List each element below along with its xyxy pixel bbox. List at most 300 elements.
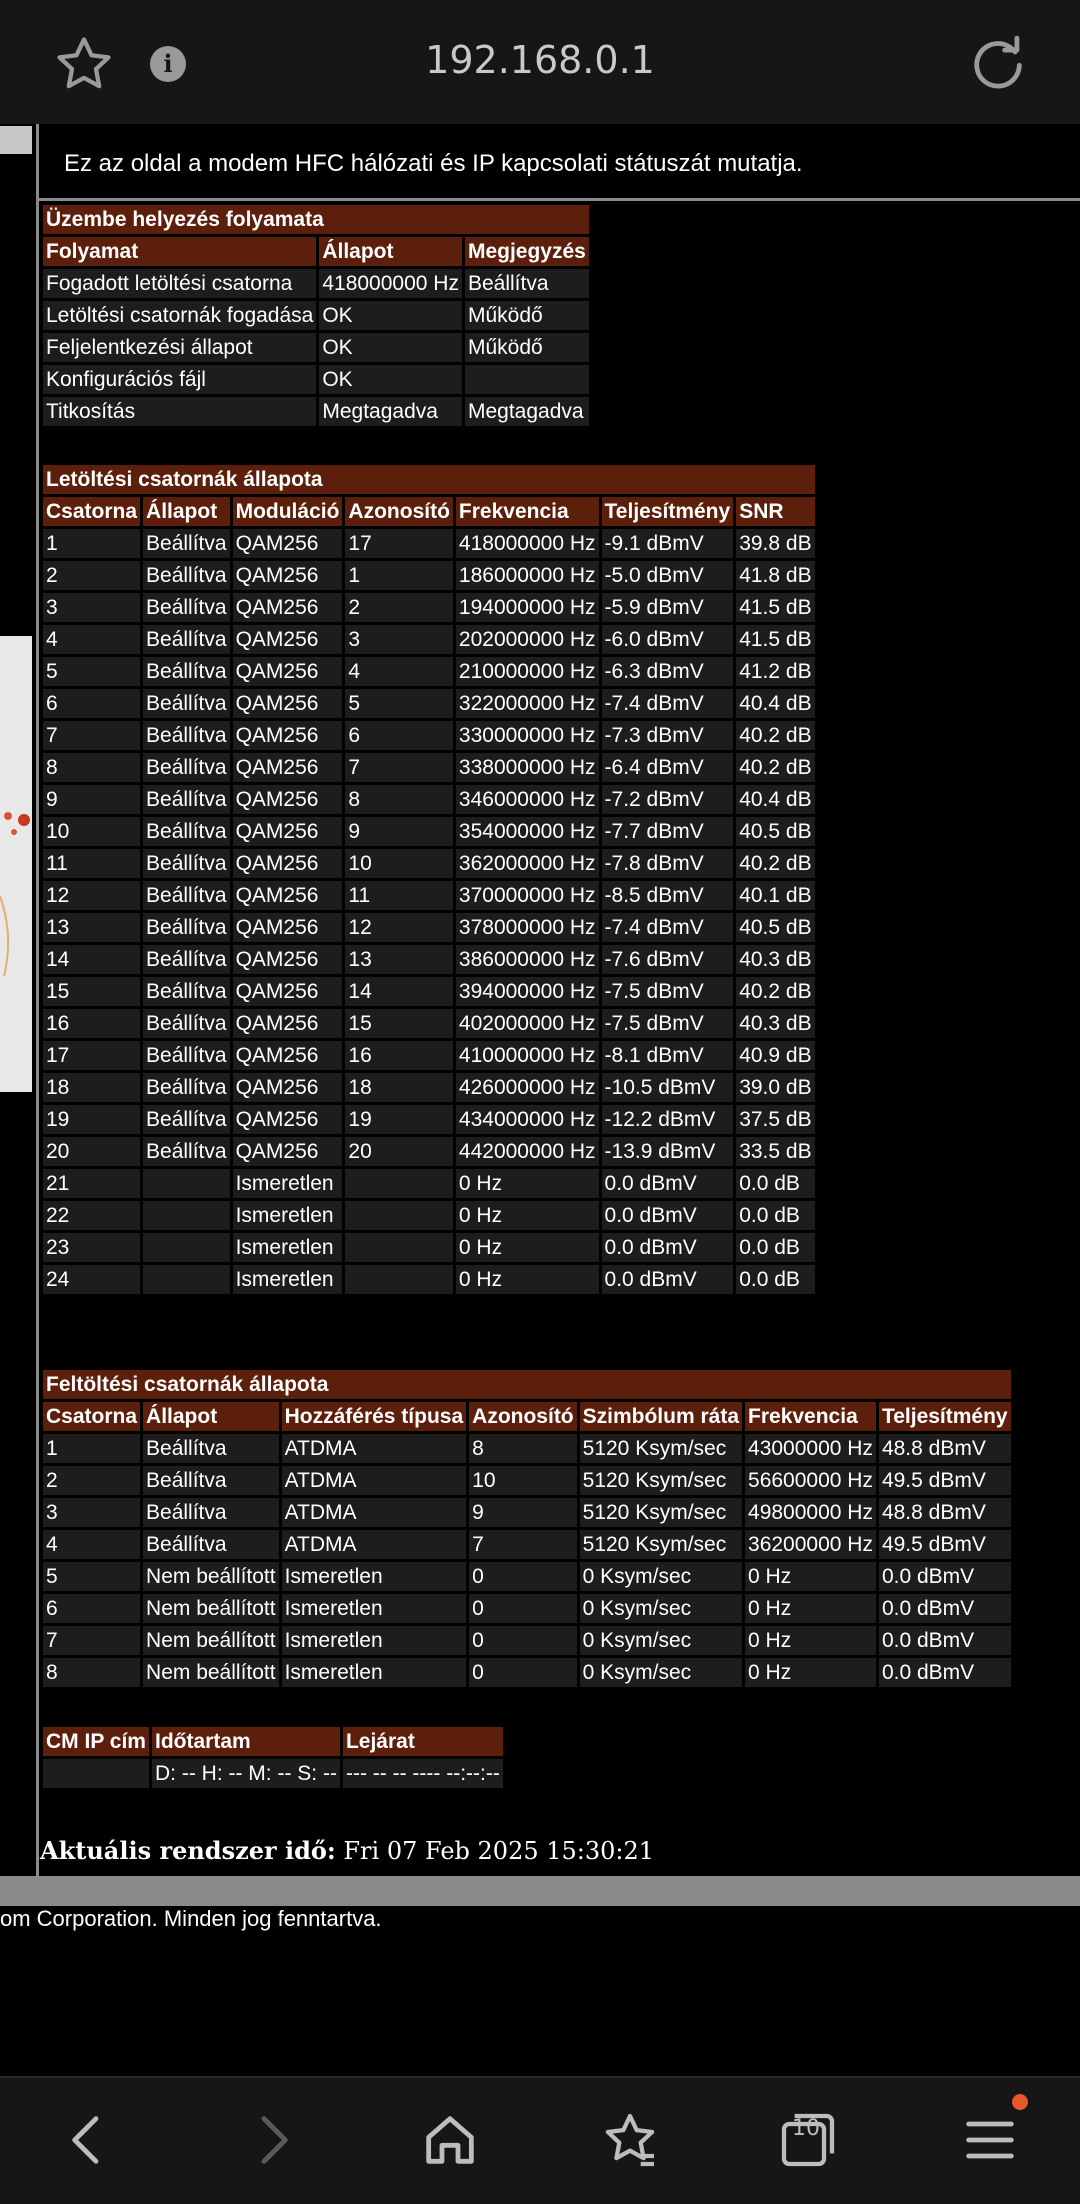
table-cell: 2 xyxy=(345,593,452,622)
table-cell: -9.1 dBmV xyxy=(602,529,734,558)
table-cell: 194000000 Hz xyxy=(456,593,599,622)
table-row xyxy=(43,1009,815,1038)
copyright-text: om Corporation. Minden jog fenntartva. xyxy=(0,1906,382,1931)
column-header: SNR xyxy=(736,497,814,526)
table-row xyxy=(43,593,815,622)
table-cell: 40.2 dB xyxy=(736,849,814,878)
table-cell: QAM256 xyxy=(233,913,343,942)
table-row xyxy=(43,1759,503,1788)
table-cell: QAM256 xyxy=(233,849,343,878)
table-cell: 8 xyxy=(43,753,140,782)
table-cell: 386000000 Hz xyxy=(456,945,599,974)
table-cell: 346000000 Hz xyxy=(456,785,599,814)
table-cell: 0 xyxy=(469,1626,576,1655)
column-header: Azonosító xyxy=(345,497,452,526)
table-row xyxy=(43,1041,815,1070)
table-cell: 24 xyxy=(43,1265,140,1294)
table-cell: 41.8 dB xyxy=(736,561,814,590)
table-cell: Ismeretlen xyxy=(282,1594,467,1623)
table-cell: QAM256 xyxy=(233,593,343,622)
column-header: Frekvencia xyxy=(456,497,599,526)
table-cell: 2 xyxy=(43,1466,140,1495)
table-row xyxy=(43,945,815,974)
table-cell: -7.4 dBmV xyxy=(602,689,734,718)
table-row xyxy=(43,657,815,686)
table-cell: Beállítva xyxy=(143,849,230,878)
table-cell: 40.4 dB xyxy=(736,689,814,718)
table-cell: Beállítva xyxy=(143,1073,230,1102)
column-header: Folyamat xyxy=(43,237,316,266)
table-cell: Ismeretlen xyxy=(282,1658,467,1687)
table-cell: -7.5 dBmV xyxy=(602,1009,734,1038)
menu-icon[interactable] xyxy=(958,2108,1022,2172)
column-header: Csatorna xyxy=(43,1402,140,1431)
table-cell: -10.5 dBmV xyxy=(602,1073,734,1102)
table-cell: 16 xyxy=(345,1041,452,1070)
table-row xyxy=(43,1466,1011,1495)
table-cell: 0 Hz xyxy=(745,1594,876,1623)
table-row xyxy=(43,561,815,590)
upstream-table xyxy=(40,1367,1014,1690)
table-row xyxy=(43,1265,815,1294)
table-cell: Nem beállított xyxy=(143,1658,279,1687)
table-cell: QAM256 xyxy=(233,529,343,558)
table-row xyxy=(43,1169,815,1198)
reload-icon[interactable] xyxy=(966,32,1030,96)
table-cell: 5120 Ksym/sec xyxy=(580,1466,742,1495)
table-cell: Beállítva xyxy=(143,1466,279,1495)
table-cell: 330000000 Hz xyxy=(456,721,599,750)
table-cell: Nem beállított xyxy=(143,1594,279,1623)
table-cell: Beállítva xyxy=(143,1434,279,1463)
table-cell: Ismeretlen xyxy=(282,1562,467,1591)
table-cell xyxy=(143,1265,230,1294)
table-cell: 370000000 Hz xyxy=(456,881,599,910)
table-cell: 0 Ksym/sec xyxy=(580,1594,742,1623)
table-row xyxy=(43,753,815,782)
table-cell xyxy=(345,1169,452,1198)
table-title: Üzembe helyezés folyamata xyxy=(43,205,589,234)
system-time-label: Aktuális rendszer idő: xyxy=(40,1836,336,1865)
table-cell: Nem beállított xyxy=(143,1562,279,1591)
table-cell: ATDMA xyxy=(282,1530,467,1559)
table-cell: 19 xyxy=(43,1105,140,1134)
table-row xyxy=(43,721,815,750)
table-cell: 0.0 dBmV xyxy=(879,1626,1011,1655)
table-cell: -6.0 dBmV xyxy=(602,625,734,654)
table-row xyxy=(43,1201,815,1230)
table-cell: 40.2 dB xyxy=(736,721,814,750)
table-cell: 48.8 dBmV xyxy=(879,1498,1011,1527)
table-cell: D: -- H: -- M: -- S: -- xyxy=(152,1759,340,1788)
table-cell: 0 Ksym/sec xyxy=(580,1562,742,1591)
table-cell xyxy=(43,1759,149,1788)
bookmarks-icon[interactable] xyxy=(598,2108,662,2172)
table-cell: QAM256 xyxy=(233,625,343,654)
table-cell: 12 xyxy=(345,913,452,942)
table-cell: 13 xyxy=(345,945,452,974)
table-cell: 5 xyxy=(43,657,140,686)
table-row xyxy=(43,1498,1011,1527)
footer-bar xyxy=(0,1876,1080,1906)
table-cell: 0 Hz xyxy=(745,1658,876,1687)
table-cell: Beállítva xyxy=(143,593,230,622)
column-header: Lejárat xyxy=(343,1727,503,1756)
table-cell: Beállítva xyxy=(143,1105,230,1134)
table-cell: 1 xyxy=(345,561,452,590)
table-cell: 0.0 dBmV xyxy=(879,1562,1011,1591)
table-cell: Ismeretlen xyxy=(233,1265,343,1294)
table-cell: 2 xyxy=(43,561,140,590)
table-cell: 13 xyxy=(43,913,140,942)
table-cell: Ismeretlen xyxy=(233,1169,343,1198)
table-cell: -6.3 dBmV xyxy=(602,657,734,686)
table-row xyxy=(43,301,589,330)
table-cell: 426000000 Hz xyxy=(456,1073,599,1102)
column-header: Állapot xyxy=(143,1402,279,1431)
table-cell: 434000000 Hz xyxy=(456,1105,599,1134)
table-cell xyxy=(345,1233,452,1262)
table-cell: QAM256 xyxy=(233,945,343,974)
left-frame-edge xyxy=(0,126,32,154)
system-time xyxy=(40,1836,654,1865)
table-row xyxy=(43,1530,1011,1559)
table-cell: 40.4 dB xyxy=(736,785,814,814)
forward-icon[interactable] xyxy=(240,2108,304,2172)
left-frame-image xyxy=(0,636,32,1092)
address-bar-url[interactable]: 192.168.0.1 xyxy=(425,38,655,82)
table-cell: 0 Ksym/sec xyxy=(580,1658,742,1687)
table-cell: Konfigurációs fájl xyxy=(43,365,316,394)
table-cell: 1 xyxy=(43,1434,140,1463)
table-cell: 49800000 Hz xyxy=(745,1498,876,1527)
table-cell: Ismeretlen xyxy=(233,1233,343,1262)
table-cell: 1 xyxy=(43,529,140,558)
table-cell: -6.4 dBmV xyxy=(602,753,734,782)
table-row xyxy=(43,397,589,426)
table-cell: 10 xyxy=(43,817,140,846)
table-cell: 0.0 dBmV xyxy=(602,1201,734,1230)
table-cell: 322000000 Hz xyxy=(456,689,599,718)
table-cell xyxy=(345,1201,452,1230)
frame-divider xyxy=(36,124,39,1876)
table-cell: 9 xyxy=(469,1498,576,1527)
site-info-icon[interactable]: i xyxy=(150,46,186,82)
table-cell: 3 xyxy=(43,1498,140,1527)
table-cell: QAM256 xyxy=(233,753,343,782)
table-cell: Megtagadva xyxy=(319,397,462,426)
table-row xyxy=(43,1105,815,1134)
table-row xyxy=(43,333,589,362)
column-header: Frekvencia xyxy=(745,1402,876,1431)
table-cell: 0 Hz xyxy=(456,1265,599,1294)
table-cell xyxy=(345,1265,452,1294)
table-cell: 10 xyxy=(345,849,452,878)
table-cell: 5120 Ksym/sec xyxy=(580,1530,742,1559)
table-cell: 5120 Ksym/sec xyxy=(580,1434,742,1463)
table-cell: 17 xyxy=(345,529,452,558)
table-cell: 7 xyxy=(43,721,140,750)
table-row xyxy=(43,1594,1011,1623)
table-cell: 7 xyxy=(43,1626,140,1655)
table-cell: 0 Hz xyxy=(745,1562,876,1591)
table-row xyxy=(43,365,589,394)
table-row xyxy=(43,529,815,558)
table-cell: 338000000 Hz xyxy=(456,753,599,782)
table-cell: Beállítva xyxy=(143,977,230,1006)
table-cell: 210000000 Hz xyxy=(456,657,599,686)
table-cell: 0.0 dBmV xyxy=(602,1265,734,1294)
table-cell: Beállítva xyxy=(143,625,230,654)
table-cell: 0 Hz xyxy=(456,1169,599,1198)
column-header: Megjegyzés xyxy=(465,237,589,266)
table-row xyxy=(43,1073,815,1102)
table-cell: 186000000 Hz xyxy=(456,561,599,590)
table-cell: 22 xyxy=(43,1201,140,1230)
table-cell: Beállítva xyxy=(465,269,589,298)
downstream-table xyxy=(40,462,818,1297)
table-cell: QAM256 xyxy=(233,817,343,846)
table-cell: -8.5 dBmV xyxy=(602,881,734,910)
table-cell: QAM256 xyxy=(233,1009,343,1038)
column-header: Teljesítmény xyxy=(602,497,734,526)
column-header: Moduláció xyxy=(233,497,343,526)
table-cell: Fogadott letöltési csatorna xyxy=(43,269,316,298)
table-cell: Beállítva xyxy=(143,817,230,846)
table-row xyxy=(43,1562,1011,1591)
table-cell: Beállítva xyxy=(143,881,230,910)
table-cell: 442000000 Hz xyxy=(456,1137,599,1166)
table-cell: -7.8 dBmV xyxy=(602,849,734,878)
table-cell: 20 xyxy=(43,1137,140,1166)
table-cell: Beállítva xyxy=(143,1009,230,1038)
back-icon[interactable] xyxy=(56,2108,120,2172)
table-cell: -7.4 dBmV xyxy=(602,913,734,942)
table-cell: -7.2 dBmV xyxy=(602,785,734,814)
table-cell: -8.1 dBmV xyxy=(602,1041,734,1070)
table-cell: QAM256 xyxy=(233,881,343,910)
table-cell: 18 xyxy=(345,1073,452,1102)
table-cell: 15 xyxy=(345,1009,452,1038)
table-row xyxy=(43,1233,815,1262)
table-cell: QAM256 xyxy=(233,561,343,590)
table-cell: QAM256 xyxy=(233,977,343,1006)
table-cell: 0 xyxy=(469,1658,576,1687)
table-cell: 5120 Ksym/sec xyxy=(580,1498,742,1527)
column-header: Állapot xyxy=(319,237,462,266)
table-cell: Működő xyxy=(465,333,589,362)
table-cell: ATDMA xyxy=(282,1466,467,1495)
table-cell: QAM256 xyxy=(233,657,343,686)
table-cell: 6 xyxy=(43,1594,140,1623)
table-cell: 40.3 dB xyxy=(736,945,814,974)
column-header: Hozzáférés típusa xyxy=(282,1402,467,1431)
table-cell: 40.1 dB xyxy=(736,881,814,910)
table-cell: 18 xyxy=(43,1073,140,1102)
table-row xyxy=(43,1626,1011,1655)
table-cell: 354000000 Hz xyxy=(456,817,599,846)
table-cell: -7.5 dBmV xyxy=(602,977,734,1006)
column-header: Azonosító xyxy=(469,1402,576,1431)
table-cell: QAM256 xyxy=(233,1073,343,1102)
table-cell: 0 Hz xyxy=(456,1201,599,1230)
table-row xyxy=(43,1434,1011,1463)
column-header: Állapot xyxy=(143,497,230,526)
table-cell: QAM256 xyxy=(233,785,343,814)
table-cell xyxy=(143,1233,230,1262)
table-cell: 20 xyxy=(345,1137,452,1166)
table-cell: 19 xyxy=(345,1105,452,1134)
table-cell: 39.0 dB xyxy=(736,1073,814,1102)
table-cell: 16 xyxy=(43,1009,140,1038)
table-row xyxy=(43,625,815,654)
table-cell: -7.7 dBmV xyxy=(602,817,734,846)
table-cell: 0 Ksym/sec xyxy=(580,1626,742,1655)
table-cell: QAM256 xyxy=(233,721,343,750)
table-cell xyxy=(465,365,589,394)
table-cell: 36200000 Hz xyxy=(745,1530,876,1559)
table-cell: 9 xyxy=(43,785,140,814)
cm-ip-table xyxy=(40,1724,506,1791)
table-row xyxy=(43,689,815,718)
table-cell: 40.2 dB xyxy=(736,977,814,1006)
table-cell: OK xyxy=(319,333,462,362)
table-row xyxy=(43,817,815,846)
table-cell: 8 xyxy=(469,1434,576,1463)
table-cell: ATDMA xyxy=(282,1434,467,1463)
provisioning-table xyxy=(40,202,592,429)
table-cell: 0.0 dB xyxy=(736,1169,814,1198)
table-cell: 4 xyxy=(345,657,452,686)
table-cell: 15 xyxy=(43,977,140,1006)
table-row xyxy=(43,913,815,942)
table-cell: OK xyxy=(319,365,462,394)
table-row xyxy=(43,849,815,878)
table-cell: -12.2 dBmV xyxy=(602,1105,734,1134)
table-cell: Letöltési csatornák fogadása xyxy=(43,301,316,330)
table-cell: 6 xyxy=(43,689,140,718)
table-cell: 33.5 dB xyxy=(736,1137,814,1166)
table-cell: -13.9 dBmV xyxy=(602,1137,734,1166)
table-cell: Beállítva xyxy=(143,721,230,750)
table-cell: 56600000 Hz xyxy=(745,1466,876,1495)
table-cell xyxy=(143,1201,230,1230)
table-cell: 14 xyxy=(345,977,452,1006)
table-cell: 202000000 Hz xyxy=(456,625,599,654)
table-cell: -5.0 dBmV xyxy=(602,561,734,590)
table-cell: 0.0 dBmV xyxy=(879,1658,1011,1687)
table-cell: Beállítva xyxy=(143,785,230,814)
table-cell: QAM256 xyxy=(233,1137,343,1166)
table-cell: Ismeretlen xyxy=(282,1626,467,1655)
table-cell: 402000000 Hz xyxy=(456,1009,599,1038)
table-cell: 41.5 dB xyxy=(736,593,814,622)
table-cell: 362000000 Hz xyxy=(456,849,599,878)
column-header: Csatorna xyxy=(43,497,140,526)
table-cell: 8 xyxy=(43,1658,140,1687)
page-footer xyxy=(0,1906,1080,2076)
table-cell: 3 xyxy=(345,625,452,654)
table-cell: 418000000 Hz xyxy=(456,529,599,558)
column-header: Szimbólum ráta xyxy=(580,1402,742,1431)
decorative-graphic-icon xyxy=(0,636,32,1092)
table-cell: 9 xyxy=(345,817,452,846)
intro-divider xyxy=(39,198,1080,201)
table-cell: QAM256 xyxy=(233,1041,343,1070)
table-cell: 0 xyxy=(469,1594,576,1623)
tab-count: 10 xyxy=(792,2116,820,2141)
table-cell: 5 xyxy=(43,1562,140,1591)
table-row xyxy=(43,881,815,910)
table-cell: 0.0 dB xyxy=(736,1201,814,1230)
table-cell: 49.5 dBmV xyxy=(879,1530,1011,1559)
table-cell: --- -- -- ---- --:--:-- xyxy=(343,1759,503,1788)
table-row xyxy=(43,1658,1011,1687)
table-cell: 17 xyxy=(43,1041,140,1070)
table-cell: Titkosítás xyxy=(43,397,316,426)
table-cell: Beállítva xyxy=(143,529,230,558)
table-cell: -7.3 dBmV xyxy=(602,721,734,750)
table-cell: 10 xyxy=(469,1466,576,1495)
table-cell: 0 xyxy=(469,1562,576,1591)
table-cell: Működő xyxy=(465,301,589,330)
table-cell: 8 xyxy=(345,785,452,814)
table-cell: 11 xyxy=(345,881,452,910)
table-cell xyxy=(143,1169,230,1198)
table-cell: 7 xyxy=(345,753,452,782)
table-cell: 0.0 dBmV xyxy=(602,1233,734,1262)
table-cell: 43000000 Hz xyxy=(745,1434,876,1463)
table-cell: 410000000 Hz xyxy=(456,1041,599,1070)
table-cell: 3 xyxy=(43,593,140,622)
table-cell: 11 xyxy=(43,849,140,878)
table-cell: 41.2 dB xyxy=(736,657,814,686)
table-cell: 0.0 dBmV xyxy=(602,1169,734,1198)
table-cell: 21 xyxy=(43,1169,140,1198)
notification-dot xyxy=(1012,2094,1028,2110)
table-row xyxy=(43,1137,815,1166)
table-cell: Beállítva xyxy=(143,657,230,686)
table-cell: 0.0 dB xyxy=(736,1233,814,1262)
table-cell: 0.0 dB xyxy=(736,1265,814,1294)
table-cell: 0 Hz xyxy=(456,1233,599,1262)
column-header: Teljesítmény xyxy=(879,1402,1011,1431)
table-title: Letöltési csatornák állapota xyxy=(43,465,815,494)
table-cell: Ismeretlen xyxy=(233,1201,343,1230)
table-cell: 40.3 dB xyxy=(736,1009,814,1038)
table-cell: 6 xyxy=(345,721,452,750)
table-cell: 12 xyxy=(43,881,140,910)
table-cell: 39.8 dB xyxy=(736,529,814,558)
table-cell: Beállítva xyxy=(143,1498,279,1527)
table-cell: Beállítva xyxy=(143,689,230,718)
table-cell: 41.5 dB xyxy=(736,625,814,654)
home-icon[interactable] xyxy=(418,2108,482,2172)
table-cell: Feljelentkezési állapot xyxy=(43,333,316,362)
table-cell: -5.9 dBmV xyxy=(602,593,734,622)
table-cell: 23 xyxy=(43,1233,140,1262)
table-cell: OK xyxy=(319,301,462,330)
table-cell: QAM256 xyxy=(233,689,343,718)
table-cell: 37.5 dB xyxy=(736,1105,814,1134)
intro-text: Ez az oldal a modem HFC hálózati és IP kapcsolati státuszát mutatja. xyxy=(64,150,803,177)
table-cell: 378000000 Hz xyxy=(456,913,599,942)
table-cell: Beállítva xyxy=(143,1530,279,1559)
table-cell: 40.9 dB xyxy=(736,1041,814,1070)
table-cell: 0 Hz xyxy=(745,1626,876,1655)
table-cell: 40.5 dB xyxy=(736,913,814,942)
column-header: CM IP cím xyxy=(43,1727,149,1756)
